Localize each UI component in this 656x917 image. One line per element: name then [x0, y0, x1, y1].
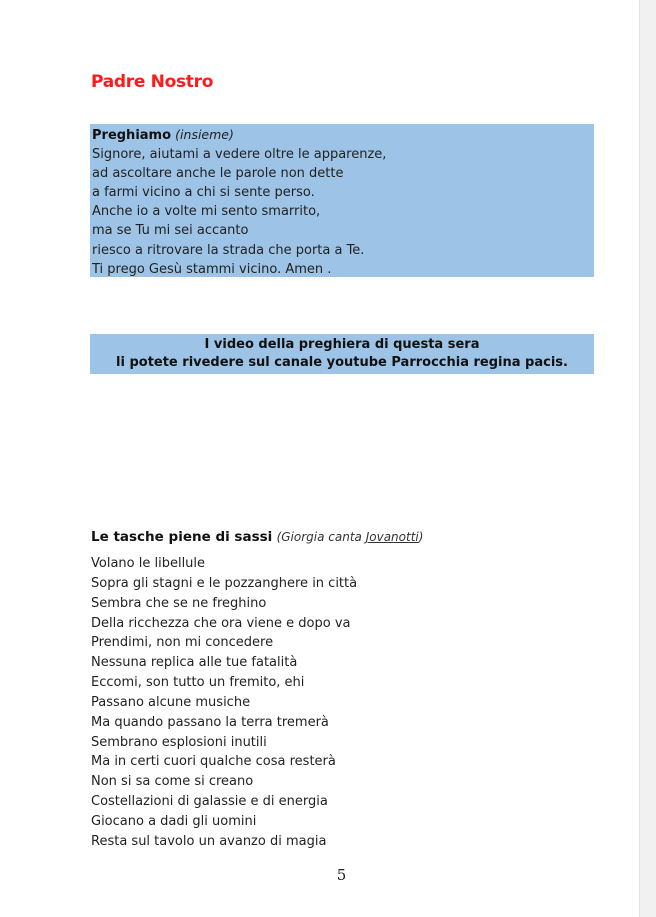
prayer-line: a farmi vicino a chi si sente perso.: [92, 185, 315, 201]
notice-line: I video della preghiera di questa sera: [204, 337, 480, 352]
prayer-heading-note: (insieme): [175, 127, 234, 142]
lyric-line: Giocano a dadi gli uomini: [91, 813, 257, 829]
lyric-line: Ma quando passano la terra tremerà: [91, 714, 329, 730]
prayer-line: Anche io a volte mi sento smarrito,: [92, 204, 321, 220]
video-notice-box: [90, 334, 594, 374]
lyric-line: Sembra che se ne freghino: [91, 595, 267, 611]
lyric-line: Volano le libellule: [91, 556, 206, 571]
prayer-heading: [92, 125, 592, 145]
lyric-line: Passano alcune musiche: [91, 694, 251, 710]
song-artist-link[interactable]: Jovanotti: [365, 530, 419, 544]
prayer-line: ma se Tu mi sei accanto: [92, 223, 249, 239]
song-credit-prefix: (Giorgia canta: [276, 530, 366, 544]
lyric-line: Della ricchezza che ora viene e dopo va: [91, 615, 351, 631]
notice-line: li potete rivedere sul canale youtube Parrocchia regina pacis.: [116, 355, 568, 370]
prayer-heading-label: Preghiamo: [92, 128, 172, 143]
prayer-line: Signore, aiutami a vedere oltre le apparenze,: [92, 147, 387, 163]
song-lyrics: [91, 554, 357, 852]
song-credit: [277, 530, 424, 544]
prayer-line: ad ascoltare anche le parole non dette: [92, 166, 344, 182]
lyric-line: Eccomi, son tutto un fremito, ehi: [91, 675, 305, 691]
page-number: 5: [336, 866, 347, 884]
prayer-line: Ti prego Gesù stammi vicino. Amen .: [92, 261, 332, 277]
lyric-line: Ma in certi cuori qualche cosa resterà: [91, 754, 336, 770]
lyric-line: Nessuna replica alle tue fatalità: [91, 655, 298, 671]
lyric-line: Sopra gli stagni e le pozzanghere in città: [91, 575, 358, 591]
lyric-line: Sembrano esplosioni inutili: [91, 734, 267, 750]
lyric-line: Non si sa come si creano: [91, 774, 254, 790]
viewer-scroll-gutter: [639, 0, 656, 917]
song-heading: [91, 529, 423, 545]
prayer-box: [90, 124, 594, 277]
lyric-line: Prendimi, non mi concedere: [91, 635, 274, 651]
lyric-line: Resta sul tavolo un avanzo di magia: [91, 833, 327, 849]
prayer-line: riesco a ritrovare la strada che porta a Te.: [92, 242, 365, 258]
song-credit-suffix: ): [418, 530, 424, 544]
page-title: Padre Nostro: [91, 72, 214, 92]
song-title: Le tasche piene di sassi: [91, 529, 273, 545]
lyric-line: Costellazioni di galassie e di energia: [91, 794, 328, 810]
